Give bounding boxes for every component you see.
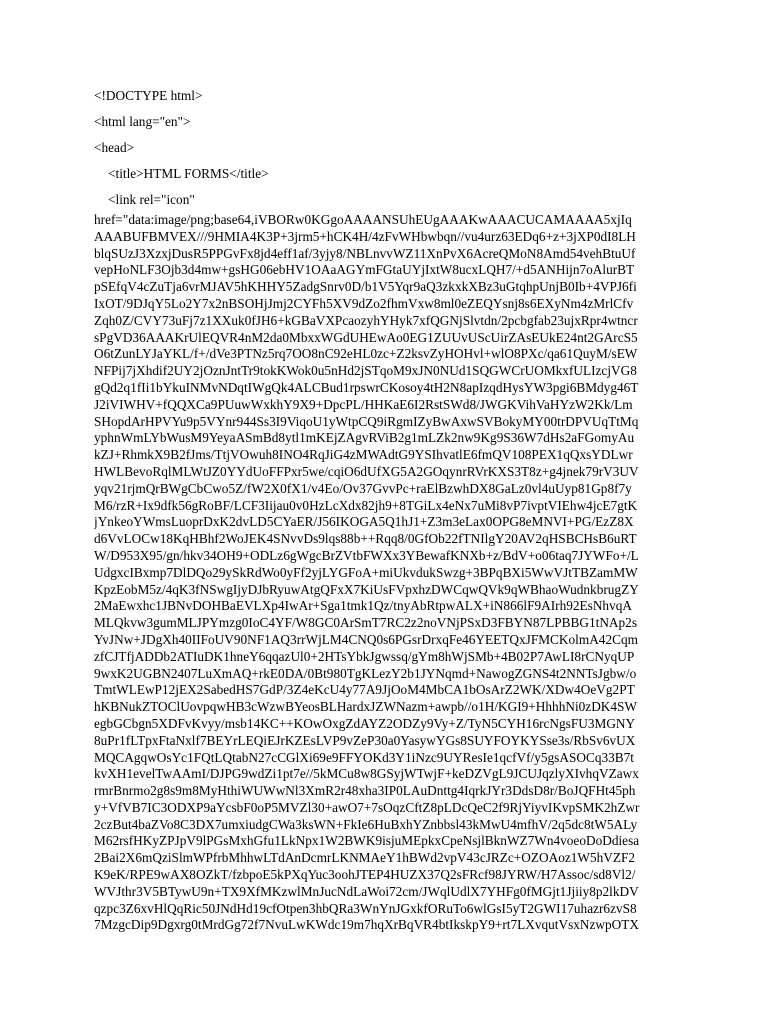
- href-code-line: href="data:image/png;base64,iVBORw0KGgoAAAANSUhEUgAAAKwAAACUCAMAAAA5xjIq: [94, 212, 632, 227]
- href-code-line: 7MzgcDip9Dgxrg0tMrdGg72f7NvuLwKWdc19m7hqXrBqVR4btIkskpY9+rt7LXvqutVsxNzwpOTX: [94, 917, 639, 933]
- href-code-line: M62rsfHKyZPJpV9lPGsMxhGfu1LkNpx1W2BWK9isjuMEpkxCpeNsjlBknWZ7Wn4voeoDoDdiesa: [94, 833, 640, 849]
- href-code-line: SHopdArHPVYu9p5VYnr944Ss3I9ViqoU1yWtpCQ9iRgmIZyBwAxwSVBokyMY00trDPVUqTtMq: [94, 413, 639, 429]
- href-code-line: y+VfVB7IC3ODXP9aYcsbF0oP5MVZl30+awO7+7sOqzCftZ8pLDcQeC2f9RjYiyvIKvpSMK2hZwr: [94, 799, 640, 815]
- href-code-line: MQCAgqwOsYc1FQtLQtabN27cCGlXi69e9FFYOKd3Y1iNzc9UYResIe1qcfVf/y5gsASOCq33B7t: [94, 749, 634, 765]
- doctype-line: <!DOCTYPE html>: [94, 88, 203, 103]
- href-code-line: yqv21rjmQrBWgCbCwo5Z/fW2X0fX1/v4Eo/Ov37GvvPc+raElBzwhDX8GaLz0vl4uUyp81Gp8f7y: [94, 480, 632, 496]
- href-code-line: M6/rzR+Ix9dfk56gRoBF/LCF3Iijau0v0HzLcXdx82jh9+8TGiLx4eNx7uMi8vP7ivptVIEhw4jcE7gtK: [94, 497, 638, 513]
- href-code-line: YvJNw+JDgXh40IIFoUV90NF1AQ3rrWjLM4CNQ0s6PGsrDrxqFe46YEETQxJFMCKolmA42Cqm: [94, 631, 638, 647]
- href-code-line: K9eK/RPE9wAX8OZkT/fzbpoE5kPXqYuc3oohJTEP4HUZX37Q2sFRcf98JYRW/H7Assoc/sd8Vl2/: [94, 867, 636, 883]
- href-code-line: 2czBut4baZVo8C3DX7umxiudgCWa3ksWN+FkIe6HuBxhYZnbbsl43kMwU4mfhV/2q5dc8tW5ALy: [94, 816, 638, 832]
- href-code-line: blqSUzJ3XzxjDusR5PPGvFx8jd4eff1af/3yjy8/NBLnvvWZ11XnPvX6AcreQMoN8Amd54vehBtuUf: [94, 245, 636, 261]
- href-code-line: UdgxcIBxmp7DlDQo29ySkRdWo0yFf2yjLYGFoA+miUkvdukSwzg+3BPqBXi5WwVJtTBZamMW: [94, 564, 638, 580]
- base64-href-block: [94, 212, 694, 934]
- href-code-line: rmrBnrmo2g8s9m8MyHthiWUWwNl3XmR2r48xha3IP0LAuDnttg4IqrkJYr3DdsD8r/BoJQFHt45ph: [94, 783, 636, 799]
- href-code-line: egbGCbgn5XDFvKvyy/msb14KC++KOwOxgZdAYZ2ODZy9Vy+Z/TyN5CYH16rcNgsFU3MGNY: [94, 715, 636, 731]
- href-code-line: NFPij7jXhdif2UY2jOznJntTr9tokKWok0u5nHd2jSTqoM9xJN0NUd1SQGWCrUOMkxfULIzcjVG8: [94, 363, 637, 379]
- href-code-line: TmtWLEwP12jEX2SabedHS7GdP/3Z4eKcU4y77A9JjOoM4MbCA1bOsArZ2WK/XDw4OeVg2PT: [94, 682, 635, 698]
- href-code-line: sPgVD36AAAKrUlEQVR4nM2da0MbxxWGdUHEwAo0EG1ZUUvUScUirZAsEUkE24nt2GArcS5: [94, 329, 638, 345]
- href-code-line: pSEfqV4cZuTja6vrMJAV5hKHHY5ZadgSnrv0D/b1V5Yqr9aQ3zkxkXBz3uGtqhpUnjB0Ib+4VPJ6fi: [94, 279, 637, 295]
- href-code-line: O6tZunLYJaYKL/f+/dVe3PTNz5rq7OO8nC92eHL0zc+Z2ksvZyHOHvl+wlO8PXc/qa61QuyM/sEW: [94, 346, 638, 362]
- href-code-line: 8uPr1fLTpxFtaNxlf7BEYrLEQiEJrKZEsLVP9vZeP30a0YasywYGs8SUYFOYKYSse3s/RbSv6vUX: [94, 732, 636, 748]
- title-line: <title>HTML FORMS</title>: [108, 166, 269, 181]
- href-code-line: gQd2q1fIi1bYkuINMvNDqtIWgQk4ALCBud1rpswrCKosoy4tH2N8apIzqdHysYW3pgi6BMdyg46T: [94, 379, 639, 395]
- href-code-line: HWLBevoRqlMLWtJZ0YYdUoFFPxr5we/cqiO6dUfXG5A2GOqynrRVrKXS3T8z+g4jnek79rV3UV: [94, 463, 639, 479]
- href-code-line: qzpc3Z6xvHlQqRic50JNdHd19cfOtpen3hbQRa3WnYnJGxkfORuTo6wlGsI5yT2GWI17uhazr6zvS8: [94, 900, 637, 916]
- html-open-line: <html lang="en">: [94, 114, 191, 129]
- href-code-line: zfCJTfjADDb2ATIuDK1hneY6qqazUl0+2HTsYbkJgwssq/gYm8hWjSMb+4B02P7AwLI8rCNyqUP: [94, 648, 635, 664]
- href-code-line: kZJ+RhmkX9B2fJms/TtjVOwuh8INO4RqJiG4zMWAdtG9YSIhvatlE6fmQV108PEX1qQxsYDLwr: [94, 447, 633, 463]
- href-code-line: hKBNukZTOClUovpqwHB3cWzwBYeosBLHardxJZWNazm+awpb//o1H/KGI9+HhhhNi0zDK4SW: [94, 699, 638, 715]
- href-code-line: yphnWmLYbWusM9YeyaASmBd8ytl1mKEjZAgvRViB2g1mLZk2nw9Kg9S36W7dHs2aFGomyAu: [94, 430, 635, 446]
- link-icon-line: <link rel="icon": [108, 192, 195, 207]
- href-code-line: WVJthr3V5BTywU9n+TX9XfMKzwlMnJucNdLaWoi72cm/JWqlUdlX7YHFg0fMGjt1Jjiiy8p2lkDV: [94, 883, 639, 899]
- href-code-line: W/D953X95/gn/hkv34OH9+ODLz6gWgcBrZVtbFWXx3YBewafKNXb+z/BdV+o06taq7JYWFo+/L: [94, 547, 639, 563]
- href-code-line: KpzEobM5z/4qK3fNSwgIjyDJbRyuwAtgQFxX7KiUsFVpxhzDWCqwQVk9qWBhaoWudnkbrugZY: [94, 581, 639, 597]
- href-code-line: IxOT/9DJqY5Lo2Y7x2nBSOHjJmj2CYFh5XV9dZo2fhmVxw8ml0eZEQYsnj8s6EXyNm4zMrlCfv: [94, 295, 634, 311]
- href-code-line: Zqh0Z/CVY73uFj7z1XXuk0fJH6+kGBaVXPcaozyhYHyk7xfQGNjSlvtdn/2pcbgfab23ujxRpr4wtncr: [94, 312, 638, 328]
- head-open-line: <head>: [94, 140, 135, 155]
- href-code-line: 2MaEwxhc1JBNvDOHBaEVLXp4IwAr+Sga1tmk1Qz/tnyAbRtpwALX+iN866lF9AIrh92EsNhvqA: [94, 598, 632, 614]
- href-code-line: 2Bai2X6mQziSlmWPfrbMhhwLTdAnDcmrLKNMAeY1hBWd2vpV43cJRZc+OZOAoz1W5hVZF2: [94, 850, 636, 866]
- href-code-line: AAABUFBMVEX///9HMIA4K3P+3jrm5+hCK4H/4zFvWHbwbqn//vu4urz63EDq6+z+3jXP0dI8LH: [94, 228, 636, 244]
- href-code-line: MLQkvw3gumMLJPYmzg0IoC4YF/W8GC0ArSmT7RC2z2noVNjPSxD3FBYN87LPBBG1tNAp2s: [94, 615, 638, 631]
- href-code-line: kvXH1evelTwAAmI/DJPG9wdZi1pt7e//5kMCu8w8GSyjWTwjF+keDZVgL9JCUJqzlyXIvhqVZawx: [94, 766, 639, 782]
- href-code-line: 9wxK2UGBN2407LuXmAQ+rkE0DA/0Bt980TgKLezY2b1JYNqmd+NawogZGNS4t2NNTsJgbw/o: [94, 665, 637, 681]
- href-code-line: d6VvLOCw18KqHBhf2WoJEK4SNvvDs9lqs88b++Rqq8/0GfOb22fTNIlgY20AV2qHSBCHsB6uRT: [94, 531, 637, 547]
- href-code-line: J2iVIWHV+fQQXCa9PUuwWxkhY9X9+DpcPL/HHKaE6I2RstSWd8/JWGKVihVaHYzW2Kk/Lm: [94, 396, 633, 412]
- href-code-line: vepHoNLF3Ojb3d4mw+gsHG06ebHV1OAaAGYmFGtaUYjIxtW8ucxLQH7/+d5ANHijn7oAlurBT: [94, 262, 635, 278]
- href-code-line: jYnkeoYWmsLuoprDxK2dvLD5CYaER/J56IKOGA5Q1hJ1+Z3m3eLax0OPG8eMNVI+PG/EzZ8X: [94, 514, 634, 530]
